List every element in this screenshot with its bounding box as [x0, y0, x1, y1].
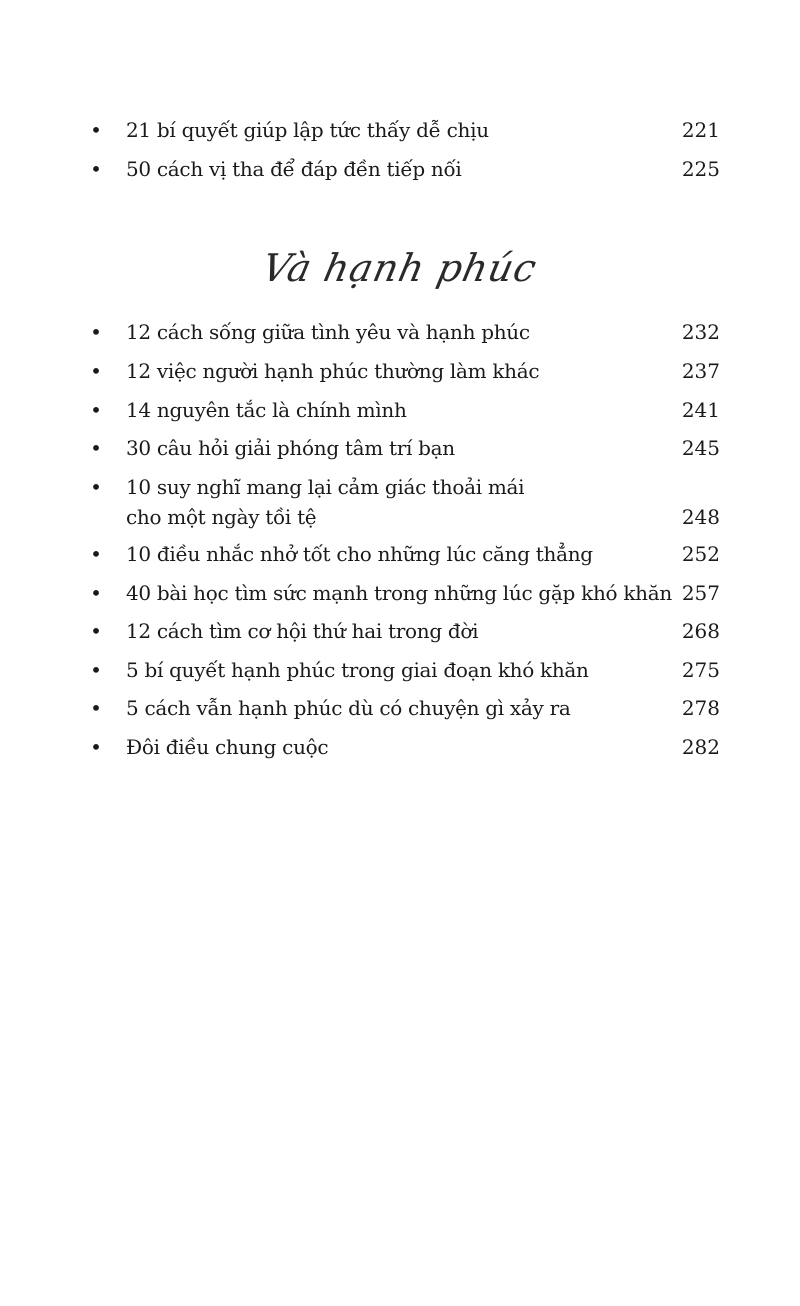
bullet-icon: •: [90, 658, 102, 682]
bullet-icon: •: [90, 359, 102, 383]
toc-entry-title: 50 cách vị tha để đáp đền tiếp nối: [126, 157, 462, 181]
toc-entry-title: 30 câu hỏi giải phóng tâm trí bạn: [126, 436, 455, 460]
toc-entry-page: 237: [681, 359, 720, 383]
toc-entry-title: Đôi điều chung cuộc: [126, 735, 329, 759]
bullet-icon: •: [90, 581, 102, 605]
section-heading: [0, 238, 800, 298]
section-heading-text: Và hạnh phúc: [258, 246, 542, 290]
toc-entry-title: 5 cách vẫn hạnh phúc dù có chuyện gì xảy ra: [126, 696, 571, 720]
toc-entry-page: 275: [681, 658, 720, 682]
toc-entry-page: 278: [681, 696, 720, 720]
toc-entry-title: 21 bí quyết giúp lập tức thấy dễ chịu: [126, 118, 489, 142]
toc-entry-title: 12 cách sống giữa tình yêu và hạnh phúc: [126, 320, 530, 344]
bullet-icon: •: [90, 696, 102, 720]
bullet-icon: •: [90, 320, 102, 344]
bullet-icon: •: [90, 118, 102, 142]
toc-entry-page: 245: [681, 436, 720, 460]
bullet-icon: •: [90, 735, 102, 759]
bullet-icon: •: [90, 542, 102, 566]
toc-entry-title: 5 bí quyết hạnh phúc trong giai đoạn khó khăn: [126, 658, 589, 682]
bullet-icon: •: [90, 398, 102, 422]
toc-entry-page: 232: [681, 320, 720, 344]
toc-entry-title: 12 việc người hạnh phúc thường làm khác: [126, 359, 540, 383]
toc-entry-page: 248: [681, 505, 720, 529]
toc-entry-title-line1: 10 suy nghĩ mang lại cảm giác thoải mái: [126, 475, 525, 499]
toc-entry-title: 40 bài học tìm sức mạnh trong những lúc gặp khó khăn: [126, 581, 672, 605]
toc-entry-page: 221: [681, 118, 720, 142]
toc-entry-page: 282: [681, 735, 720, 759]
bullet-icon: •: [90, 436, 102, 460]
toc-entry-page: 268: [681, 619, 720, 643]
toc-entry-page: 241: [681, 398, 720, 422]
bullet-icon: •: [90, 157, 102, 181]
toc-entry-title: 10 điều nhắc nhở tốt cho những lúc căng thẳng: [126, 542, 593, 566]
toc-entry-page: 225: [681, 157, 720, 181]
toc-entry-title-line2: cho một ngày tồi tệ: [126, 505, 317, 529]
toc-entry-page: 252: [681, 542, 720, 566]
bullet-icon: •: [90, 475, 102, 499]
toc-entry-title: 12 cách tìm cơ hội thứ hai trong đời: [126, 619, 479, 643]
toc-entry-title: [126, 472, 671, 532]
toc-entry-page: 257: [681, 581, 720, 605]
toc-entry-title: 14 nguyên tắc là chính mình: [126, 398, 407, 422]
bullet-icon: •: [90, 619, 102, 643]
